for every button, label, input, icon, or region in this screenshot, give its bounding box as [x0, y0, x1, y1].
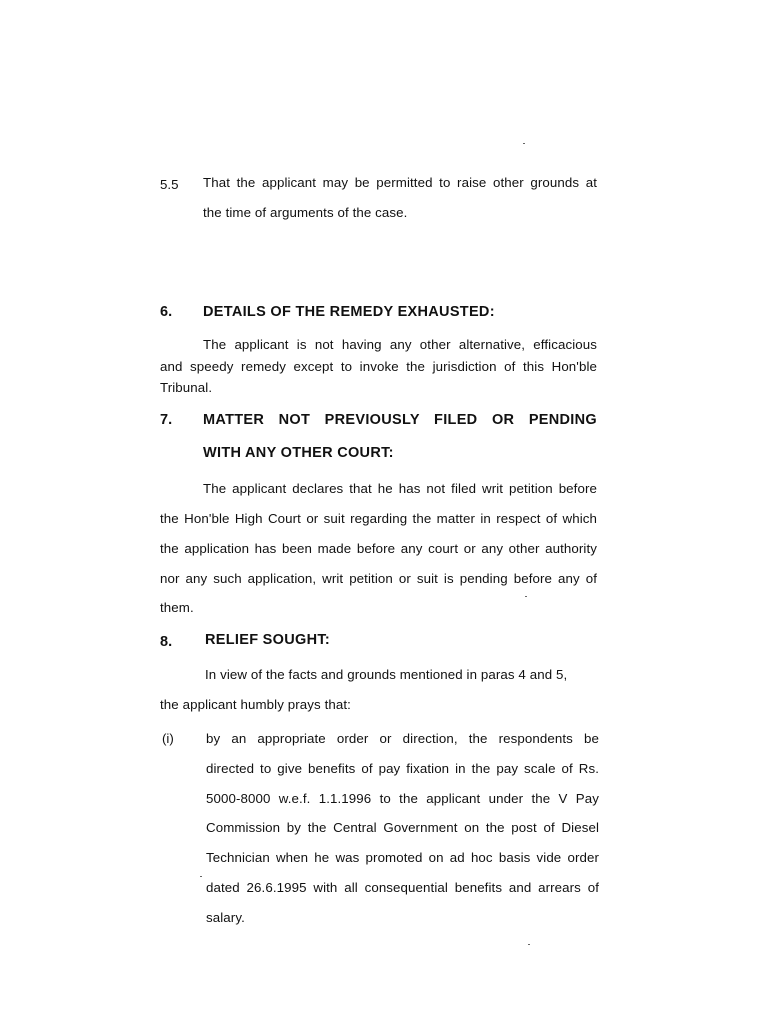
para-5-5-line-1: That the applicant may be permitted to raise other grounds at [203, 175, 597, 190]
section-8-line-2: the applicant humbly prays that: [160, 697, 351, 712]
section-7-heading-line-1: MATTER NOT PREVIOUSLY FILED OR PENDING [203, 412, 597, 428]
section-8-line-1: In view of the facts and grounds mentioned in paras 4 and 5, [205, 667, 568, 682]
section-6-line-1: The applicant is not having any other alternative, efficacious [203, 337, 597, 352]
section-number-7: 7. [160, 412, 173, 428]
section-8-heading: RELIEF SOUGHT: [205, 632, 331, 648]
scan-speck [528, 944, 530, 945]
section-7-line-3: the application has been made before any court or any other authority [160, 541, 597, 556]
section-number-6: 6. [160, 304, 173, 320]
item-number-i: (i) [162, 731, 174, 746]
scan-speck [200, 876, 202, 877]
section-7-line-4: nor any such application, writ petition or suit is pending before any of [160, 571, 597, 586]
section-number-8: 8. [160, 634, 173, 650]
item-i-line-2: directed to give benefits of pay fixation in the pay scale of Rs. [206, 761, 599, 776]
section-7-heading-line-2: WITH ANY OTHER COURT: [203, 445, 394, 461]
item-i-line-3: 5000-8000 w.e.f. 1.1.1996 to the applicant under the V Pay [206, 791, 599, 806]
scan-speck [523, 143, 525, 144]
section-7-line-5: them. [160, 600, 194, 615]
section-6-line-3: Tribunal. [160, 380, 213, 395]
section-7-line-1: The applicant declares that he has not filed writ petition before [203, 481, 597, 496]
section-6-heading: DETAILS OF THE REMEDY EXHAUSTED: [203, 304, 495, 320]
item-i-line-1: by an appropriate order or direction, the respondents be [206, 731, 599, 746]
para-number-5-5: 5.5 [160, 177, 179, 192]
item-i-line-6: dated 26.6.1995 with all consequential benefits and arrears of [206, 880, 599, 895]
section-6-line-2: and speedy remedy except to invoke the jurisdiction of this Hon'ble [160, 359, 597, 374]
para-5-5-line-2: the time of arguments of the case. [203, 205, 408, 220]
item-i-line-4: Commission by the Central Government on the post of Diesel [206, 820, 599, 835]
item-i-line-5: Technician when he was promoted on ad hoc basis vide order [206, 850, 599, 865]
scan-speck [525, 596, 527, 597]
item-i-line-7: salary. [206, 910, 245, 925]
section-7-line-2: the Hon'ble High Court or suit regarding the matter in respect of which [160, 511, 597, 526]
